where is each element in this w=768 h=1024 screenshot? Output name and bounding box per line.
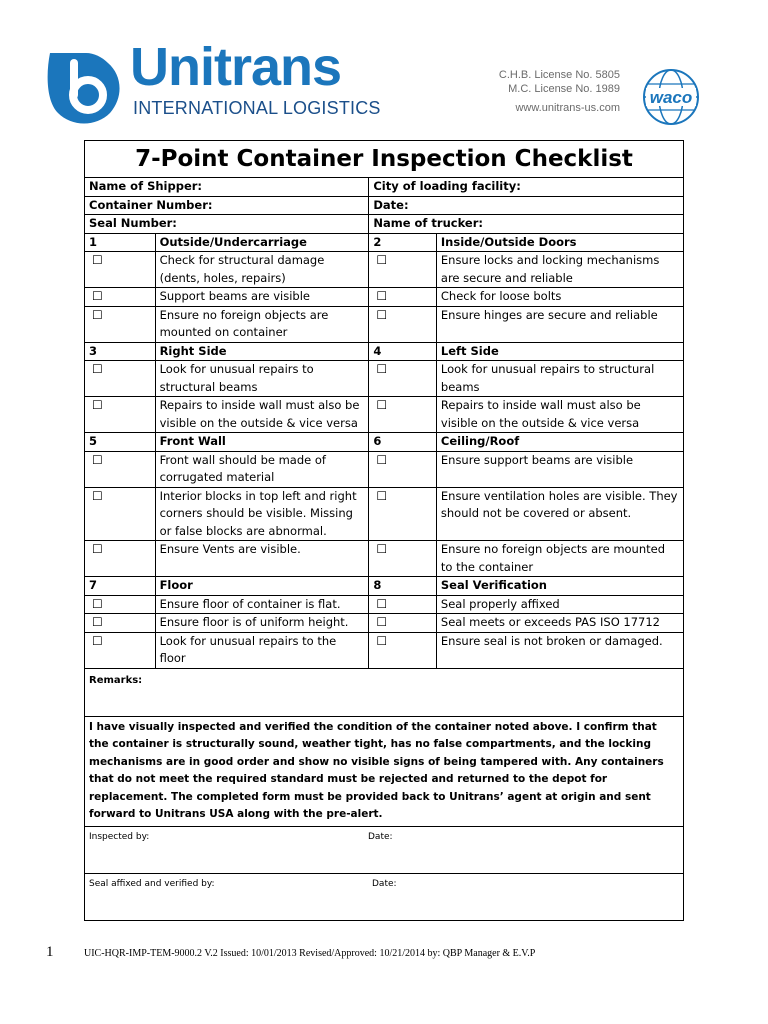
checklist-item-text: Look for unusual repairs to structural beams: [155, 361, 369, 397]
checkbox[interactable]: ☐: [369, 306, 437, 342]
loading-city-field[interactable]: City of loading facility:: [369, 178, 684, 197]
section-number: 8: [369, 577, 437, 596]
section-number: 7: [85, 577, 156, 596]
checklist-item-row: [85, 252, 684, 288]
license-block: [499, 68, 620, 115]
checklist-item-text: Check for structural damage (dents, holes, repairs): [155, 252, 369, 288]
inspected-by-label: Inspected by:: [89, 831, 150, 842]
section-header-row: [85, 342, 684, 361]
unitrans-logo-mark: [44, 49, 122, 127]
document-header: [0, 0, 768, 130]
checkbox[interactable]: ☐: [369, 595, 437, 614]
document-footer: [46, 944, 746, 964]
checkbox[interactable]: ☐: [85, 595, 156, 614]
checkbox[interactable]: ☐: [85, 451, 156, 487]
section-title: Left Side: [436, 342, 683, 361]
checklist-item-row: [85, 306, 684, 342]
checkbox[interactable]: ☐: [85, 541, 156, 577]
section-title: Seal Verification: [436, 577, 683, 596]
chb-license: C.H.B. License No. 5805: [498, 69, 620, 81]
checklist-item-row: [85, 595, 684, 614]
checkbox[interactable]: ☐: [85, 306, 156, 342]
seal-verified-by-label: Seal affixed and verified by:: [89, 878, 215, 889]
checklist-item-row: [85, 451, 684, 487]
section-number: 1: [85, 233, 156, 252]
checkbox[interactable]: ☐: [369, 451, 437, 487]
inspected-date-label: Date:: [368, 831, 393, 842]
checkbox[interactable]: ☐: [85, 614, 156, 633]
seal-number-field[interactable]: Seal Number:: [85, 215, 369, 234]
checklist-item-text: Check for loose bolts: [436, 288, 683, 307]
checkbox[interactable]: ☐: [369, 487, 437, 541]
section-number: 2: [369, 233, 437, 252]
checklist-title: 7-Point Container Inspection Checklist: [85, 141, 684, 178]
checklist-item-row: [85, 288, 684, 307]
checklist-item-row: [85, 487, 684, 541]
certification-statement: I have visually inspected and verified the condition of the container noted above. I confirm that the container is structurally sound, weather tight, has no false compartments, and the locking mechanisms are in good order and show no visible signs of being tampered with. Any containers that do not meet the required standard must be rejected and returned to the depot for replacement. The completed form must be provided back to Unitrans’ agent at origin and sent forward to Unitrans USA along with the pre-alert.: [85, 716, 684, 826]
section-number: 5: [85, 433, 156, 452]
checklist-item-row: [85, 361, 684, 397]
checklist-item-text: Seal meets or exceeds PAS ISO 17712: [436, 614, 683, 633]
checkbox[interactable]: ☐: [85, 288, 156, 307]
seal-verified-date-label: Date:: [372, 878, 397, 889]
checkbox[interactable]: ☐: [85, 361, 156, 397]
section-title: Outside/Undercarriage: [155, 233, 369, 252]
checklist-item-text: Ensure seal is not broken or damaged.: [436, 632, 683, 668]
brand-name: Unitrans: [130, 37, 342, 97]
checklist-item-row: [85, 541, 684, 577]
checklist-item-text: Repairs to inside wall must also be visible on the outside & vice versa: [155, 397, 369, 433]
brand-subtitle: INTERNATIONAL LOGISTICS: [133, 98, 381, 118]
checklist-item-text: Look for unusual repairs to the floor: [155, 632, 369, 668]
inspected-by-field[interactable]: [85, 826, 684, 873]
date-field[interactable]: Date:: [369, 196, 684, 215]
checkbox[interactable]: ☐: [85, 397, 156, 433]
page-number: 1: [46, 944, 54, 960]
section-header-row: [85, 577, 684, 596]
remarks-field[interactable]: Remarks:: [85, 668, 684, 716]
checklist-item-text: Ensure support beams are visible: [436, 451, 683, 487]
checklist-item-text: Ensure hinges are secure and reliable: [436, 306, 683, 342]
inspection-checklist: [84, 140, 684, 921]
website-link[interactable]: www.unitrans-us.com: [515, 102, 620, 114]
seal-verified-by-field[interactable]: [85, 873, 684, 920]
section-number: 3: [85, 342, 156, 361]
checkbox[interactable]: ☐: [85, 252, 156, 288]
section-header-row: [85, 433, 684, 452]
checklist-item-row: [85, 397, 684, 433]
checkbox[interactable]: ☐: [369, 288, 437, 307]
checklist-item-text: Ensure no foreign objects are mounted on container: [155, 306, 369, 342]
checkbox[interactable]: ☐: [85, 632, 156, 668]
section-title: Inside/Outside Doors: [436, 233, 683, 252]
checklist-item-text: Front wall should be made of corrugated material: [155, 451, 369, 487]
container-number-field[interactable]: Container Number:: [85, 196, 369, 215]
section-title: Right Side: [155, 342, 369, 361]
checklist-item-text: Ensure floor is of uniform height.: [155, 614, 369, 633]
checkbox[interactable]: ☐: [369, 541, 437, 577]
checkbox[interactable]: ☐: [369, 632, 437, 668]
section-title: Ceiling/Roof: [436, 433, 683, 452]
checklist-item-text: Interior blocks in top left and right corners should be visible. Missing or false blocks are abnormal.: [155, 487, 369, 541]
section-title: Front Wall: [155, 433, 369, 452]
checklist-item-text: Support beams are visible: [155, 288, 369, 307]
checklist-item-text: Ensure no foreign objects are mounted to the container: [436, 541, 683, 577]
checklist-item-text: Ensure floor of container is flat.: [155, 595, 369, 614]
checklist-item-row: [85, 614, 684, 633]
section-header-row: [85, 233, 684, 252]
checkbox[interactable]: ☐: [369, 252, 437, 288]
section-number: 4: [369, 342, 437, 361]
checklist-item-text: Repairs to inside wall must also be visible on the outside & vice versa: [436, 397, 683, 433]
checkbox[interactable]: ☐: [369, 397, 437, 433]
waco-globe-icon: [640, 66, 702, 128]
checklist-item-text: Look for unusual repairs to structural beams: [436, 361, 683, 397]
checkbox[interactable]: ☐: [85, 487, 156, 541]
checklist-item-text: Seal properly affixed: [436, 595, 683, 614]
waco-logo-text: waco: [649, 88, 693, 107]
checklist-item-text: Ensure ventilation holes are visible. They should not be covered or absent.: [436, 487, 683, 541]
checklist-item-text: Ensure Vents are visible.: [155, 541, 369, 577]
checklist-item-text: Ensure locks and locking mechanisms are secure and reliable: [436, 252, 683, 288]
shipper-name-field[interactable]: Name of Shipper:: [85, 178, 369, 197]
section-number: 6: [369, 433, 437, 452]
checklist-item-row: [85, 632, 684, 668]
trucker-name-field[interactable]: Name of trucker:: [369, 215, 684, 234]
section-title: Floor: [155, 577, 369, 596]
checkbox[interactable]: ☐: [369, 361, 437, 397]
document-revision-code: UIC-HQR-IMP-TEM-9000.2 V.2 Issued: 10/01/2013 Revised/Approved: 10/21/2014 by: QBP Manager & E.V.P: [84, 948, 536, 959]
mc-license: M.C. License No. 1989: [508, 83, 620, 95]
checkbox[interactable]: ☐: [369, 614, 437, 633]
